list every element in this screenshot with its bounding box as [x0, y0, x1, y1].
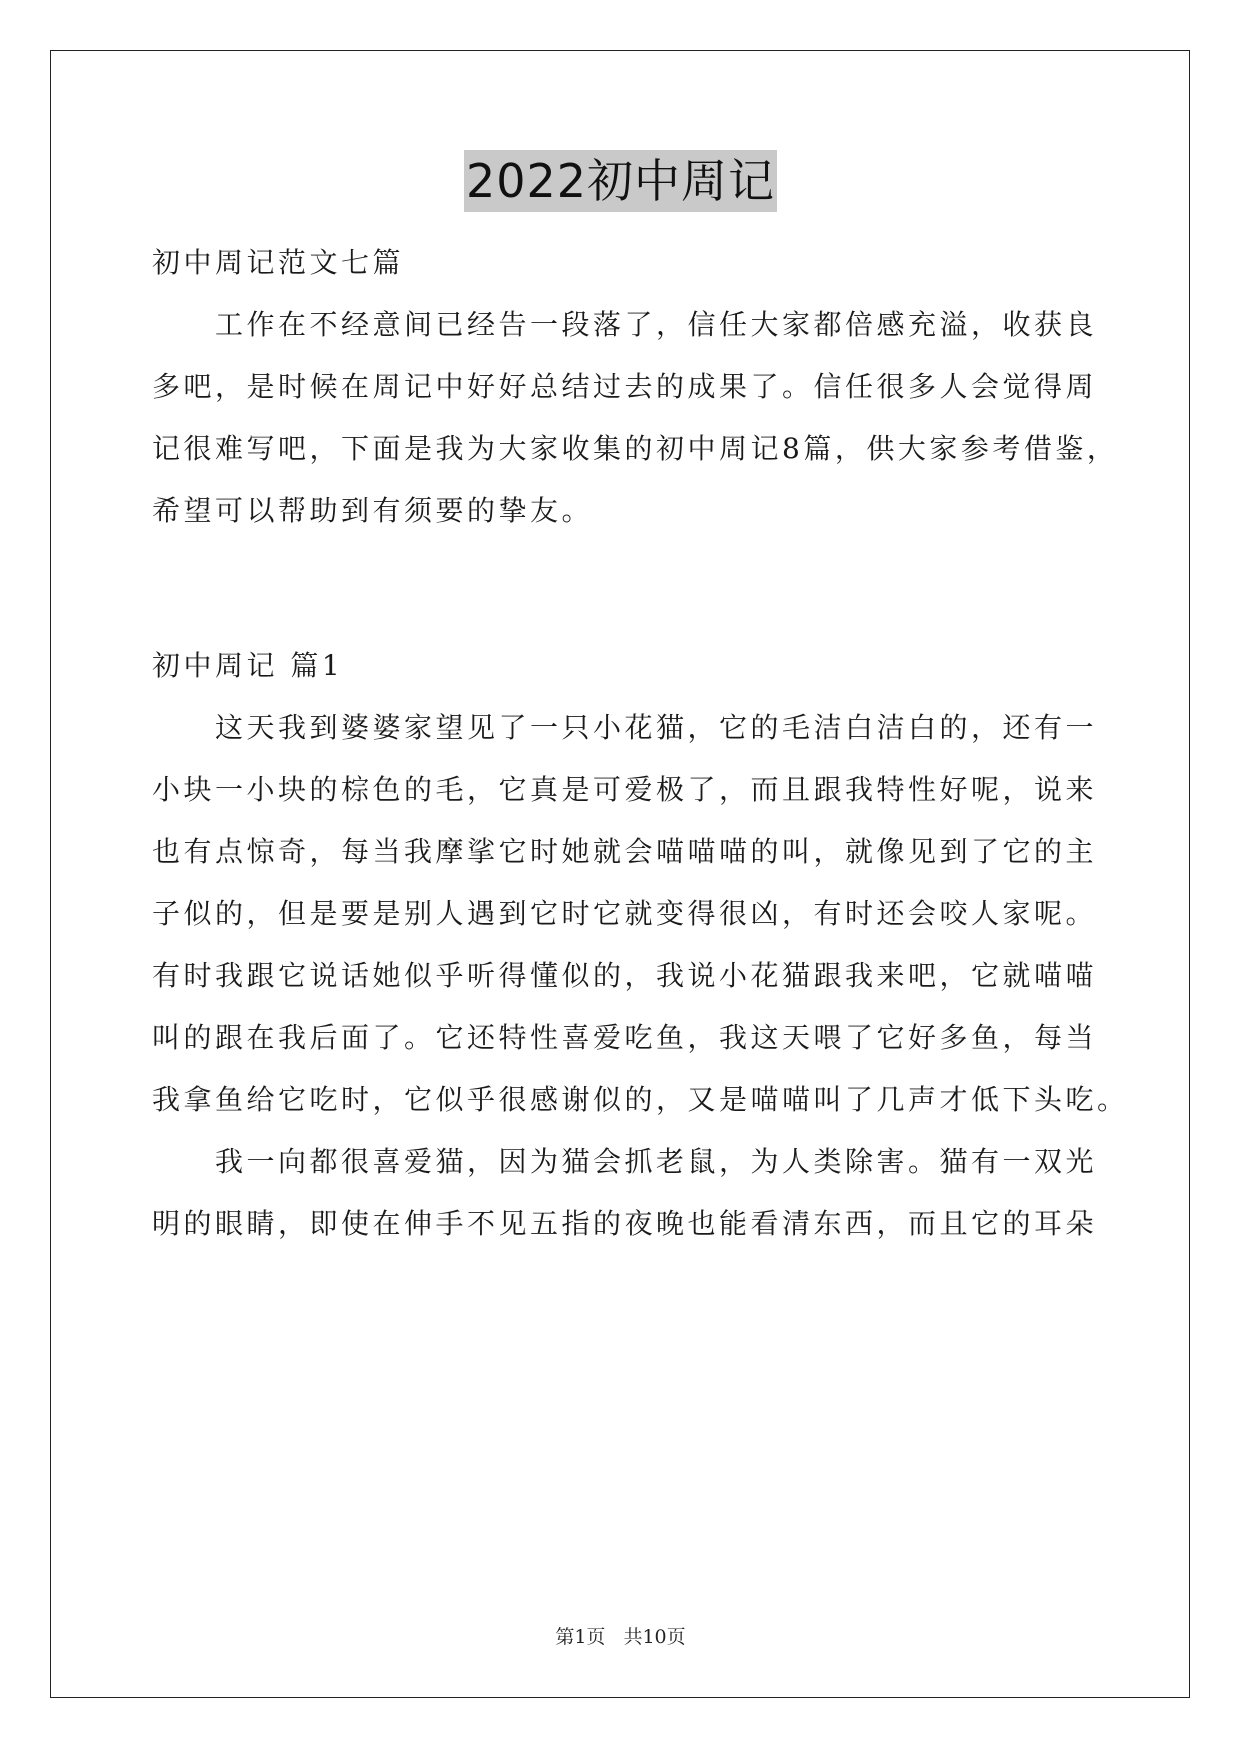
blank-spacer: [152, 542, 1092, 635]
paragraph-line: 子似的，但是要是别人遇到它时它就变得很凶，有时还会咬人家呢。: [152, 897, 1098, 930]
page-number-current: 第1页: [555, 1626, 606, 1648]
paragraph-line: 这天我到婆婆家望见了一只小花猫，它的毛洁白洁白的，还有一: [215, 711, 1098, 744]
document-title: 2022初中周记: [464, 150, 777, 212]
paragraph-line: 有时我跟它说话她似乎听得懂似的，我说小花猫跟我来吧，它就喵喵: [152, 959, 1098, 992]
paragraph-line: 多吧，是时候在周记中好好总结过去的成果了。信任很多人会觉得周: [152, 370, 1098, 403]
paragraph-line: 我一向都很喜爱猫，因为猫会抓老鼠，为人类除害。猫有一双光: [215, 1145, 1098, 1178]
paragraph-line: 也有点惊奇，每当我摩挲它时她就会喵喵喵的叫，就像见到了它的主: [152, 835, 1098, 868]
page-number-total: 共10页: [623, 1626, 686, 1648]
paragraph-line: 我拿鱼给它吃时，它似乎很感谢似的，又是喵喵叫了几声才低下头吃。: [152, 1083, 1129, 1116]
paragraph-line: 小块一小块的棕色的毛，它真是可爱极了，而且跟我特性好呢，说来: [152, 773, 1098, 806]
paragraph-line: 工作在不经意间已经告一段落了，信任大家都倍感充溢，收获良: [215, 308, 1098, 341]
title-wrap: [0, 150, 1241, 212]
section1-paragraph-2: [152, 1131, 1098, 1255]
page-footer: [0, 1622, 1241, 1649]
paragraph-line: 希望可以帮助到有须要的挚友。: [152, 494, 594, 527]
paragraph-line: 记很难写吧，下面是我为大家收集的初中周记8篇，供大家参考借鉴，: [152, 432, 1119, 465]
intro-paragraph: [152, 294, 1119, 542]
paragraph-line: 明的眼睛，即使在伸手不见五指的夜晚也能看清东西，而且它的耳朵: [152, 1207, 1098, 1240]
paragraph-line: 叫的跟在我后面了。它还特性喜爱吃鱼，我这天喂了它好多鱼，每当: [152, 1021, 1098, 1054]
document-body: [152, 232, 1129, 1255]
section1-paragraph-1: [152, 697, 1129, 1131]
section-heading: 初中周记 篇1: [152, 649, 344, 682]
subtitle: 初中周记范文七篇: [152, 246, 405, 279]
